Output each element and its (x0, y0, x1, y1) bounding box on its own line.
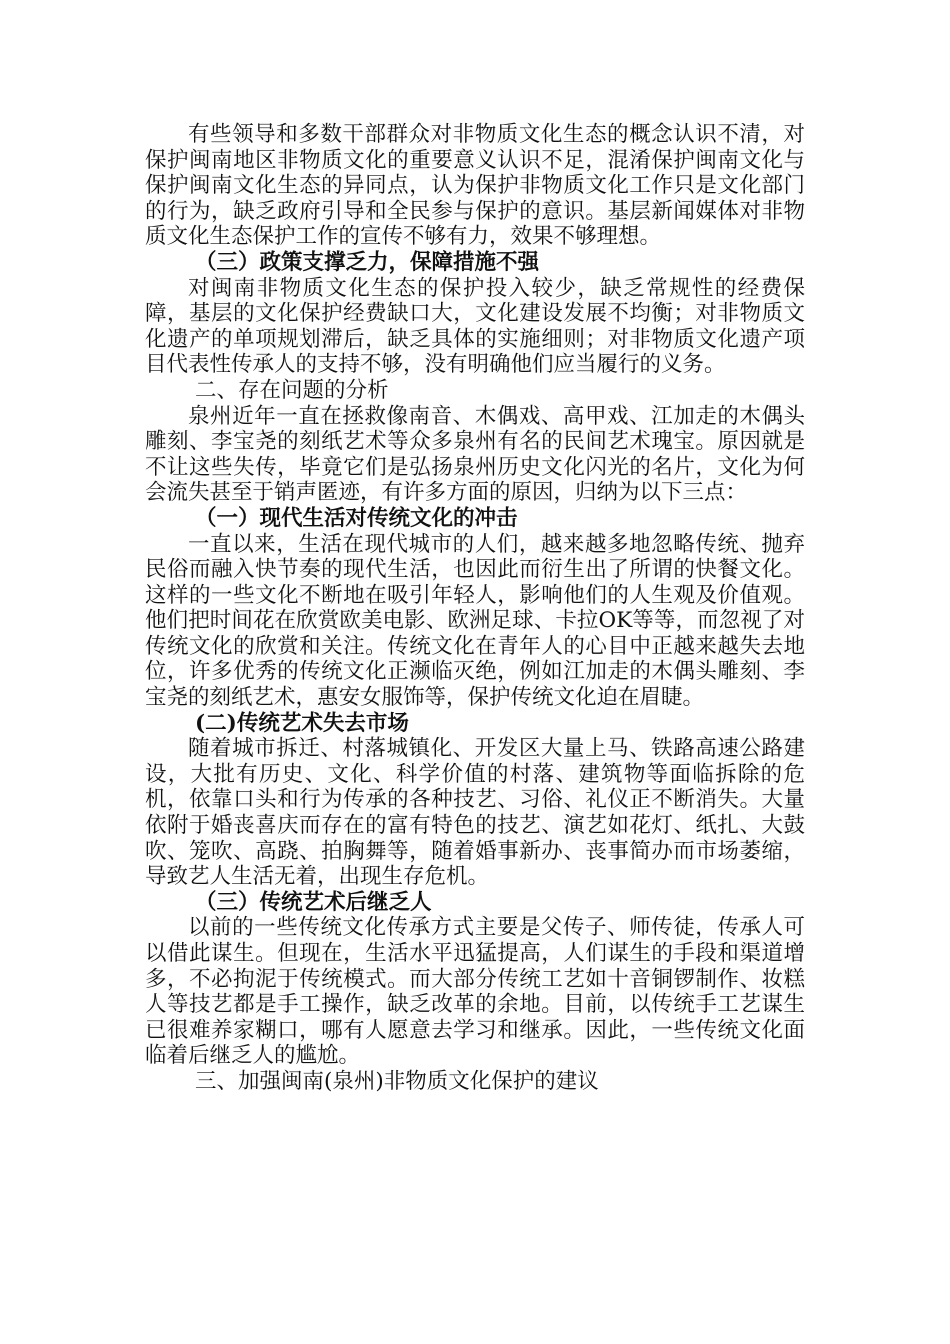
document-page (145, 122, 805, 1095)
paragraph-problem-analysis: 泉州近年一直在拯救像南音、木偶戏、高甲戏、江加走的木偶头雕刻、李宝尧的刻纸艺术等众多泉州有名的民间艺术瑰宝。原因就是不让这些失传，毕竟它们是弘扬泉州历史文化闪光的名片，文化为何会流失甚至于销声匿迹，有许多方面的原因，归纳为以下三点： (145, 403, 805, 506)
paragraph-policy-support: 对闽南非物质文化生态的保护投入较少，缺乏常规性的经费保障，基层的文化保护经费缺口大，文化建设发展不均衡；对非物质文化遗产的单项规划滞后，缺乏具体的实施细则；对非物质文化遗产项目代表性传承人的支持不够，没有明确他们应当履行的义务。 (145, 275, 805, 378)
heading-problem-analysis: 二、存在问题的分析 (195, 377, 389, 403)
heading-suggestions: 三、加强闽南(泉州)非物质文化保护的建议 (195, 1068, 599, 1094)
paragraph-modern-life-impact: 一直以来，生活在现代城市的人们，越来越多地忽略传统、抛弃民俗而融入快节奏的现代生活，也因此而衍生出了所谓的快餐文化。这样的一些文化不断地在吸引年轻人，影响他们的人生观及价值观。他们把时间花在欣赏欧美电影、欧洲足球、卡拉OK等等，而忽视了对传统文化的欣赏和关注。传统文化在青年人的心目中正越来越失去地位，许多优秀的传统文化正濒临灭绝，例如江加走的木偶头雕刻、李宝尧的刻纸艺术，惠安女服饰等，保护传统文化迫在眉睫。 (145, 531, 805, 711)
paragraph-awareness: 有些领导和多数干部群众对非物质文化生态的概念认识不清，对保护闽南地区非物质文化的重要意义认识不足，混淆保护闽南文化与保护闽南文化生态的异同点，认为保护非物质文化工作只是文化部门的行为，缺乏政府引导和全民参与保护的意识。基层新闻媒体对非物质文化生态保护工作的宣传不够有力，效果不够理想。 (145, 122, 805, 250)
heading-policy-support: （三）政策支撑乏力，保障措施不强 (195, 249, 540, 275)
heading-no-successors: （三）传统艺术后继乏人 (195, 889, 432, 915)
heading-modern-life-impact: （一）现代生活对传统文化的冲击 (195, 505, 518, 531)
paragraph-no-successors: 以前的一些传统文化传承方式主要是父传子、师传徒，传承人可以借此谋生。但现在，生活水平迅猛提高，人们谋生的手段和渠道增多，不必拘泥于传统模式。而大部分传统工艺如十音铜锣制作、妆糕人等技艺都是手工操作，缺乏改革的余地。目前，以传统手工艺谋生已很难养家糊口，哪有人愿意去学习和继承。因此，一些传统文化面临着后继乏人的尴尬。 (145, 915, 805, 1069)
heading-lost-market: (二)传统艺术失去市场 (195, 710, 409, 736)
paragraph-lost-market: 随着城市拆迁、村落城镇化、开发区大量上马、铁路高速公路建设，大批有历史、文化、科学价值的村落、建筑物等面临拆除的危机，依靠口头和行为传承的各种技艺、习俗、礼仪正不断消失。大量依附于婚丧喜庆而存在的富有特色的技艺、演艺如花灯、纸扎、大鼓吹、笼吹、高跷、拍胸舞等，随着婚事新办、丧事简办而市场萎缩，导致艺人生活无着，出现生存危机。 (145, 736, 805, 890)
